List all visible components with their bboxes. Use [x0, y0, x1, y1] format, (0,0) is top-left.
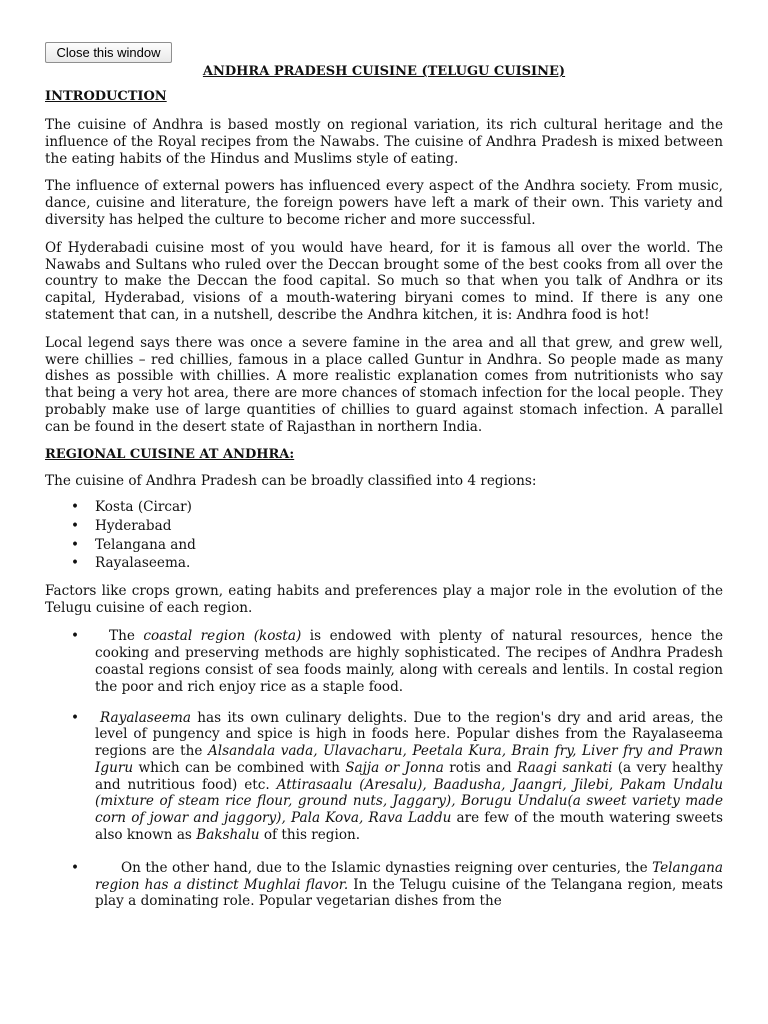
intro-paragraph-1: The cuisine of Andhra is based mostly on regional variation, its rich cultural heritage and the influence of the Royal recipes from the Nawabs. The cuisine of Andhra Pradesh is mixed between the eating habits of the Hindus and Muslims style of eating.	[45, 117, 723, 167]
regional-intro: The cuisine of Andhra Pradesh can be broadly classified into 4 regions:	[45, 472, 537, 489]
rayalaseema-text-5: Sajja or Jonna	[345, 759, 444, 776]
factors-paragraph: Factors like crops grown, eating habits and preferences play a major role in the evolution of the Telugu cuisine of each region.	[45, 582, 723, 616]
coastal-text-1: The	[109, 628, 144, 645]
rayalaseema-text-7: Raagi sankati	[517, 759, 613, 776]
bullet-icon: •	[71, 709, 80, 726]
telangana-text-2: Telangana region has a distinct Mughlai flavor.	[95, 859, 723, 893]
coastal-region-item	[71, 628, 723, 695]
intro-paragraph-2: The influence of external powers has influenced every aspect of the Andhra society. From music, dance, cuisine and literature, the foreign powers have left a mark of their own. This variety and diversity has helped the culture to become richer and more successful.	[45, 178, 723, 228]
bullet-icon: •	[71, 499, 80, 516]
intro-paragraph-3: Of Hyderabadi cuisine most of you would have heard, for it is famous all over the world. The Nawabs and Sultans who ruled over the Deccan brought some of the best cooks from all over the country to make the Deccan the food capital. So much so that when you talk of Andhra or its capital, Hyderabad, visions of a mouth-watering biryani comes to mind. If there is any one statement that can, in a nutshell, describe the Andhra kitchen, it is: Andhra food is hot!	[45, 239, 723, 323]
rayalaseema-text-4: which can be combined with	[133, 759, 346, 776]
list-item	[71, 536, 723, 555]
document-title: ANDHRA PRADESH CUISINE (TELUGU CUISINE)	[202, 64, 566, 79]
rayalaseema-text-9: Attirasaalu (Aresalu), Baadusha, Jaangri, Jilebi, Pakam Undalu (mixture of steam rice flour, ground nuts, Jaggary), Borugu Undalu(a sweet variety made corn of jowar and jaggory), Pala Kova, Rava Laddu	[95, 776, 723, 827]
bullet-icon: •	[71, 517, 80, 534]
telangana-text-1: On the other hand, due to the Islamic dynasties reigning over centuries, the	[121, 859, 653, 876]
rayalaseema-text-12: of this region.	[259, 827, 361, 844]
region-details-list	[45, 628, 723, 910]
rayalaseema-item	[71, 709, 723, 844]
coastal-text-2: coastal region (kosta)	[143, 628, 302, 645]
rayalaseema-text-6: rotis and	[443, 759, 518, 776]
rayalaseema-text-2: has its own culinary delights. Due to the region's dry and arid areas, the level of pungency and spice is high in foods here. Popular dishes from the Rayalaseema regions are the	[95, 709, 723, 760]
bullet-icon: •	[71, 628, 80, 645]
bullet-icon: •	[71, 859, 80, 876]
close-window-button[interactable]: Close this window	[45, 42, 172, 63]
regions-list	[45, 498, 723, 572]
rayalaseema-text-8: (a very healthy and nutritious food) etc.	[95, 759, 723, 793]
list-item	[71, 498, 723, 517]
region-name: Hyderabad	[95, 517, 172, 534]
coastal-text-3: is endowed with plenty of natural resources, hence the cooking and preserving methods are highly sophisticated. The recipes of Andhra Pradesh coastal regions consist of sea foods mainly, along with cereals and lentils. In costal region the poor and rich enjoy rice as a staple food.	[95, 628, 723, 695]
region-name: Kosta (Circar)	[95, 499, 192, 516]
region-name: Rayalaseema.	[95, 555, 191, 572]
rayalaseema-text-1: Rayalaseema	[100, 709, 191, 726]
regional-cuisine-heading: REGIONAL CUISINE AT ANDHRA:	[45, 446, 295, 462]
bullet-icon: •	[71, 536, 80, 553]
telangana-text-3: In the Telugu cuisine of the Telangana region, meats play a dominating role. Popular vegetarian dishes from the	[95, 876, 723, 910]
rayalaseema-text-11: Bakshalu	[196, 827, 260, 844]
telangana-item	[71, 859, 723, 910]
list-item	[71, 554, 723, 573]
introduction-heading: INTRODUCTION	[45, 89, 167, 104]
document-body	[45, 89, 723, 910]
region-name: Telangana and	[95, 536, 196, 553]
list-item	[71, 517, 723, 536]
rayalaseema-text-3: Alsandala vada, Ulavacharu, Peetala Kura, Brain fry, Liver fry and Prawn Iguru	[95, 743, 723, 776]
intro-paragraph-4: Local legend says there was once a severe famine in the area and all that grew, and grew well, were chillies – red chillies, famous in a place called Guntur in Andhra. So people made as many dishes as possible with chillies. A more realistic explanation comes from nutritionists who say that being a very hot area, there are more chances of stomach infection for the local people. They probably make use of large quantities of chillies to guard against stomach infection. A parallel can be found in the desert state of Rajasthan in northern India.	[45, 334, 723, 435]
bullet-icon: •	[71, 555, 80, 572]
rayalaseema-text-10: are few of the mouth watering sweets also known as	[95, 810, 723, 844]
